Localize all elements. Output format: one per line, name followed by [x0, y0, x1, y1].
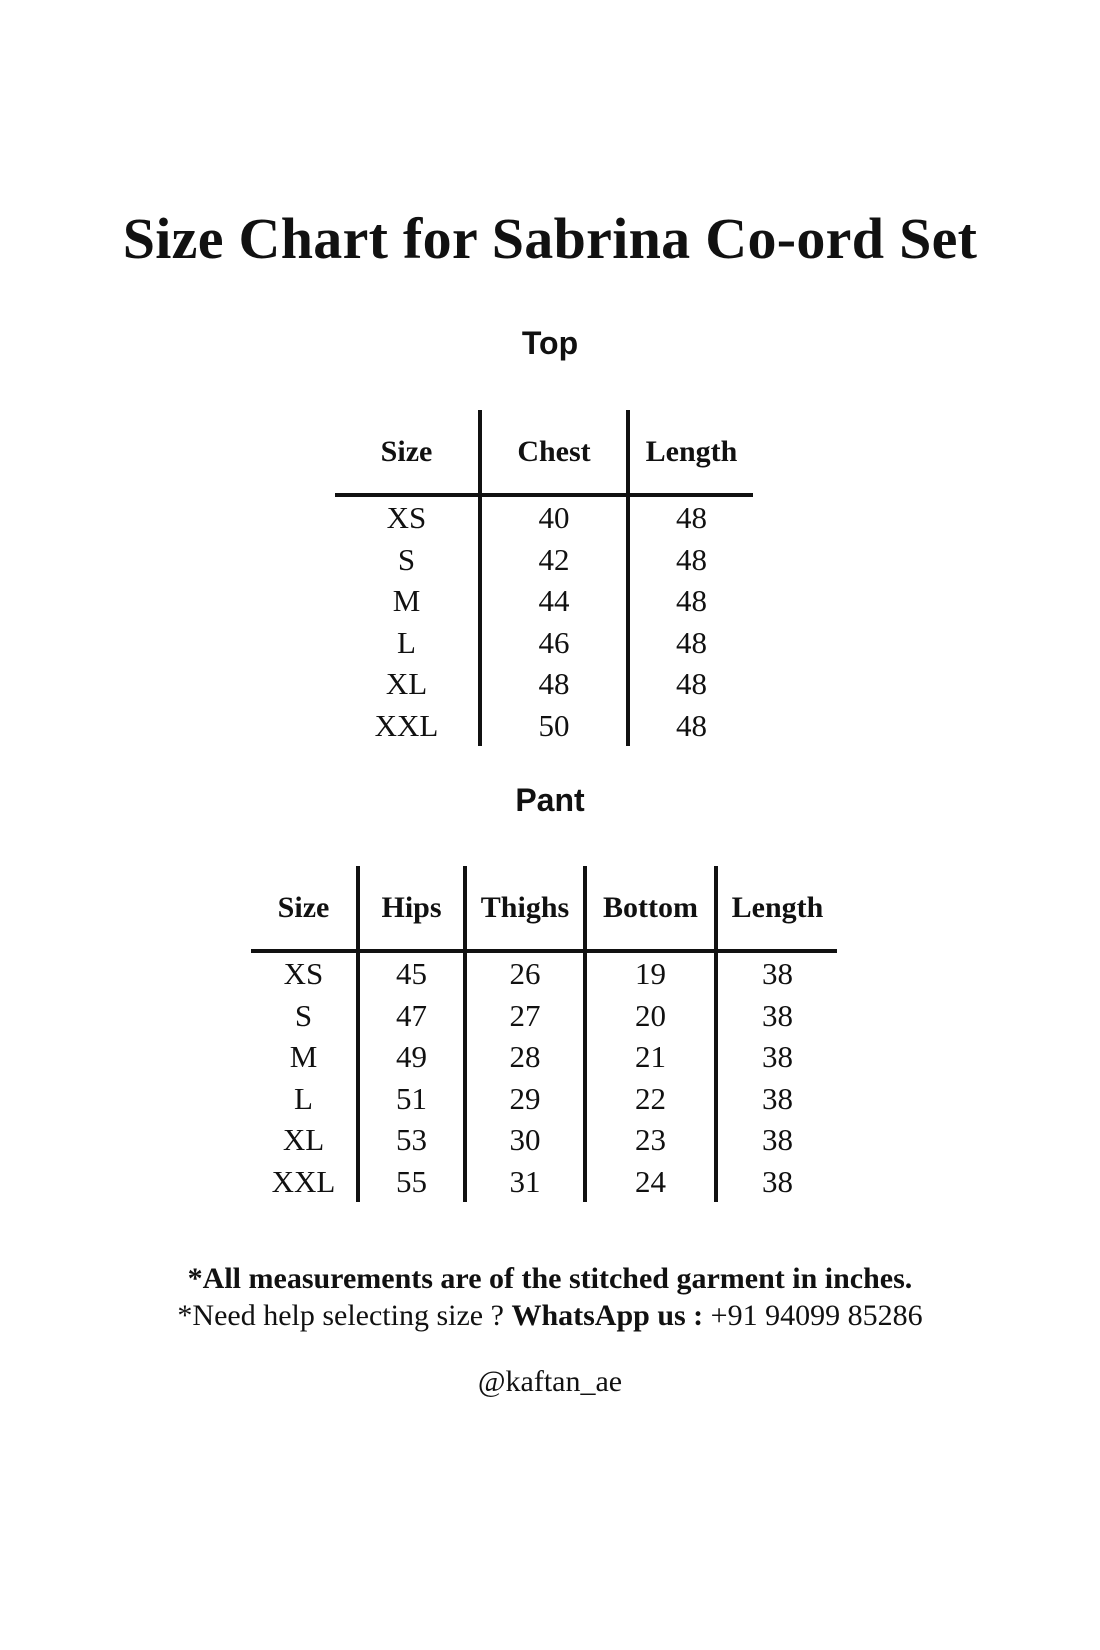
- size-cell: S: [335, 539, 480, 581]
- size-cell: M: [251, 1036, 358, 1078]
- chest-cell: 40: [480, 495, 628, 539]
- thighs-cell: 29: [465, 1078, 585, 1120]
- column-header-size: Size: [251, 866, 358, 951]
- length-cell: 48: [676, 500, 707, 535]
- top-table-header-row: [335, 410, 753, 495]
- thighs-cell: 30: [465, 1119, 585, 1161]
- social-handle: @kaftan_ae: [477, 1365, 623, 1398]
- length-cell: 38: [762, 956, 793, 991]
- bottom-cell: 22: [585, 1078, 716, 1120]
- length-cell: 38: [762, 1163, 793, 1199]
- table-row: [251, 995, 837, 1037]
- column-header-bottom: Bottom: [585, 866, 716, 951]
- column-header-thighs: Thighs: [465, 866, 585, 951]
- table-row: [335, 663, 753, 705]
- size-cell: XXL: [251, 1161, 358, 1203]
- thighs-cell: 27: [465, 995, 585, 1037]
- bottom-cell: 19: [585, 951, 716, 995]
- length-cell: 48: [676, 666, 707, 701]
- hips-cell: 47: [358, 995, 465, 1037]
- thighs-cell: 28: [465, 1036, 585, 1078]
- chest-cell: 44: [480, 580, 628, 622]
- bottom-cell: 24: [585, 1161, 716, 1203]
- length-cell: 48: [676, 707, 707, 743]
- column-header-length: Length: [716, 866, 837, 951]
- table-row: [251, 1161, 837, 1203]
- table-row: [251, 951, 837, 995]
- top-section-title: Top: [521, 325, 579, 361]
- chest-cell: 42: [480, 539, 628, 581]
- size-cell: L: [251, 1078, 358, 1120]
- table-row: [335, 622, 753, 664]
- bottom-cell: 20: [585, 995, 716, 1037]
- measurement-note: *All measurements are of the stitched garment in inches.: [187, 1262, 913, 1295]
- whatsapp-label: WhatsApp us :: [511, 1299, 704, 1332]
- length-cell: 48: [676, 624, 707, 660]
- hips-cell: 53: [358, 1119, 465, 1161]
- length-cell: 48: [676, 583, 707, 618]
- table-row: [251, 1078, 837, 1120]
- length-cell: 38: [762, 1122, 793, 1157]
- help-note: [0, 1297, 1100, 1334]
- table-row: [335, 495, 753, 539]
- hips-cell: 49: [358, 1036, 465, 1078]
- size-cell: XS: [335, 495, 480, 539]
- whatsapp-number: +91 94099 85286: [703, 1299, 923, 1332]
- column-header-size: Size: [335, 410, 480, 495]
- column-header-chest: Chest: [480, 410, 628, 495]
- length-cell: 38: [762, 997, 793, 1033]
- help-note-prefix: *Need help selecting size ?: [177, 1299, 512, 1332]
- thighs-cell: 26: [465, 951, 585, 995]
- pant-section-title: Pant: [515, 782, 585, 818]
- chest-cell: 50: [480, 705, 628, 747]
- table-row: [335, 539, 753, 581]
- pant-table-header-row: [251, 866, 837, 951]
- size-cell: XL: [251, 1119, 358, 1161]
- pant-size-table: [251, 866, 837, 1202]
- size-cell: XS: [251, 951, 358, 995]
- table-row: [335, 705, 753, 747]
- length-cell: 48: [676, 541, 707, 577]
- thighs-cell: 31: [465, 1161, 585, 1203]
- size-cell: M: [335, 580, 480, 622]
- column-header-length: Length: [628, 410, 753, 495]
- size-cell: XL: [335, 663, 480, 705]
- table-row: [251, 1119, 837, 1161]
- length-cell: 38: [762, 1080, 793, 1116]
- hips-cell: 55: [358, 1161, 465, 1203]
- measurement-notes: [0, 1260, 1100, 1334]
- length-cell: 38: [762, 1039, 793, 1074]
- column-header-hips: Hips: [358, 866, 465, 951]
- hips-cell: 45: [358, 951, 465, 995]
- table-row: [335, 580, 753, 622]
- top-size-table: [335, 410, 753, 746]
- chest-cell: 48: [480, 663, 628, 705]
- table-row: [251, 1036, 837, 1078]
- bottom-cell: 23: [585, 1119, 716, 1161]
- chest-cell: 46: [480, 622, 628, 664]
- hips-cell: 51: [358, 1078, 465, 1120]
- size-cell: S: [251, 995, 358, 1037]
- size-cell: XXL: [335, 705, 480, 747]
- page-title: Size Chart for Sabrina Co-ord Set: [122, 206, 978, 271]
- bottom-cell: 21: [585, 1036, 716, 1078]
- size-cell: L: [335, 622, 480, 664]
